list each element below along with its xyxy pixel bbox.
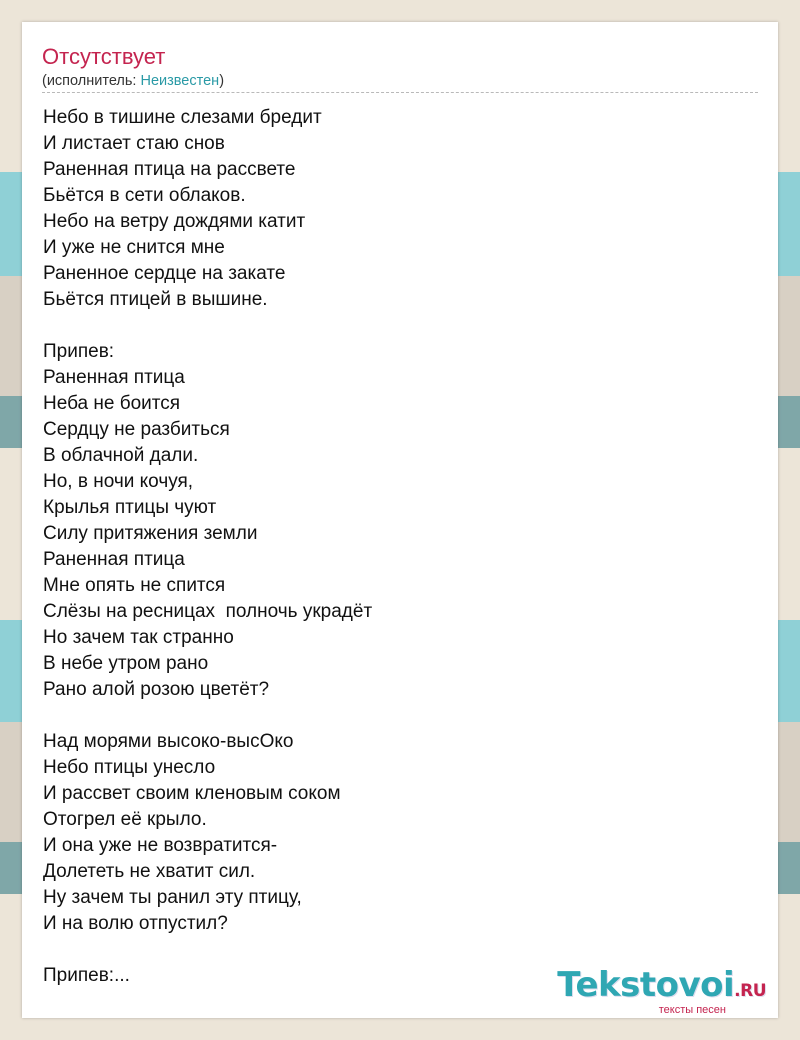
lyrics-line: Но, в ночи кочуя, bbox=[43, 471, 194, 492]
lyrics-blank-line bbox=[43, 937, 372, 963]
lyrics-line: Припев:... bbox=[43, 965, 130, 986]
lyrics-line: Долететь не хватит сил. bbox=[43, 861, 256, 882]
lyrics-line: И рассвет своим кленовым соком bbox=[43, 783, 341, 804]
performer-prefix: (исполнитель: bbox=[42, 73, 141, 89]
lyrics-line: Небо птицы унесло bbox=[43, 757, 216, 778]
lyrics-line: Бьётся в сети облаков. bbox=[43, 185, 246, 206]
lyrics-line: Сердцу не разбиться bbox=[43, 419, 230, 440]
lyrics-line: Мне опять не спится bbox=[43, 575, 226, 596]
lyrics-line: Раненное сердце на закате bbox=[43, 263, 286, 284]
lyrics-line: Рано алой розою цветёт? bbox=[43, 679, 270, 700]
lyrics-line: В облачной дали. bbox=[43, 445, 199, 466]
lyrics-line: Раненная птица bbox=[43, 367, 185, 388]
lyrics-line: И на волю отпустил? bbox=[43, 913, 228, 934]
lyrics-line: Небо на ветру дождями катит bbox=[43, 211, 306, 232]
lyrics-line: Ну зачем ты ранил эту птицу, bbox=[43, 887, 302, 908]
lyrics-line: Но зачем так странно bbox=[43, 627, 234, 648]
lyrics-line: Неба не боится bbox=[43, 393, 181, 414]
lyrics-card bbox=[22, 22, 778, 1018]
lyrics-line: Над морями высоко-высОко bbox=[43, 731, 294, 752]
lyrics-line: И уже не снится мне bbox=[43, 237, 225, 258]
site-logo[interactable] bbox=[557, 966, 766, 1016]
lyrics-line: Силу притяжения земли bbox=[43, 523, 258, 544]
lyrics-line: Раненная птица bbox=[43, 549, 185, 570]
performer-suffix: ) bbox=[219, 73, 225, 89]
lyrics-blank-line bbox=[43, 703, 372, 729]
lyrics-line: Раненная птица на рассвете bbox=[43, 159, 296, 180]
lyrics-line: И листает стаю снов bbox=[43, 133, 225, 154]
logo-tld: .RU bbox=[734, 981, 766, 1001]
lyrics-line: И она уже не возвратится- bbox=[43, 835, 278, 856]
divider bbox=[42, 92, 758, 93]
lyrics-line: Небо в тишине слезами бредит bbox=[43, 107, 322, 128]
lyrics-line: Крылья птицы чуют bbox=[43, 497, 217, 518]
lyrics-blank-line bbox=[43, 313, 372, 339]
lyrics-line: Припев: bbox=[43, 341, 115, 362]
lyrics-line: Слёзы на ресницах полночь украдёт bbox=[43, 601, 373, 622]
lyrics-line: Бьётся птицей в вышине. bbox=[43, 289, 268, 310]
logo-tagline: тексты песен bbox=[658, 1004, 726, 1016]
song-title: Отсутствует bbox=[42, 44, 166, 69]
lyrics-body bbox=[43, 105, 372, 989]
artist-link[interactable]: Неизвестен bbox=[140, 73, 220, 89]
logo-brand-text: Tekstovoi bbox=[557, 965, 735, 1005]
performer-line bbox=[42, 72, 224, 90]
lyrics-line: В небе утром рано bbox=[43, 653, 209, 674]
lyrics-line: Отогрел её крыло. bbox=[43, 809, 207, 830]
